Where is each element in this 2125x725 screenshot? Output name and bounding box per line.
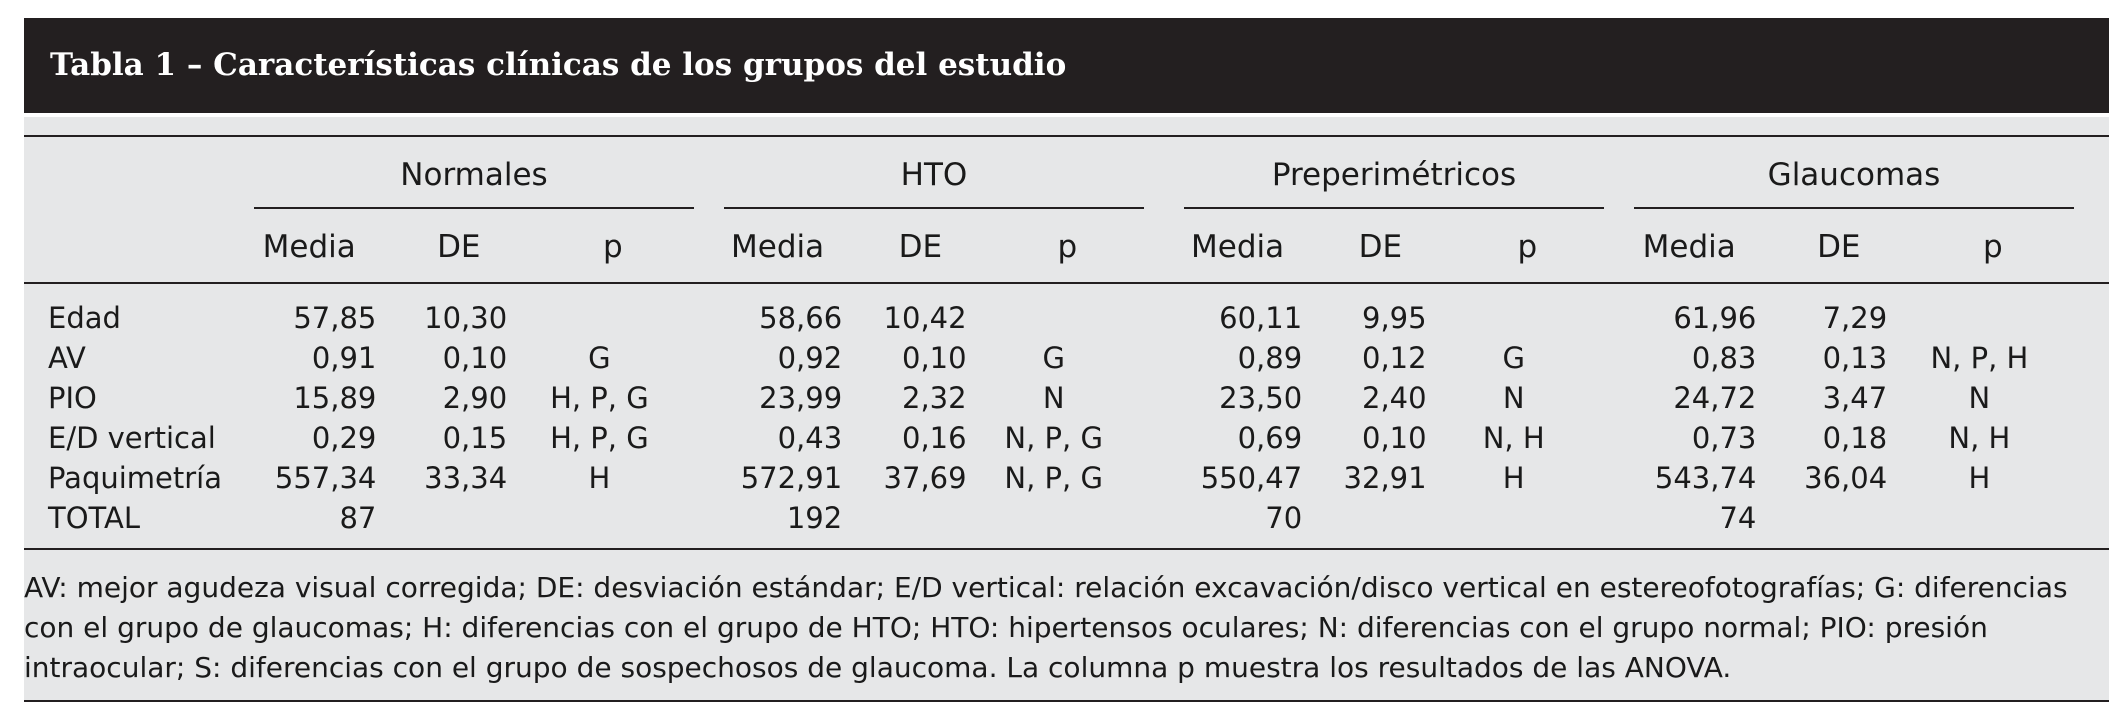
footnote-line: con el grupo de glaucomas; H: diferencias con el grupo de HTO; HTO: hipertensos oculares; N: diferencias con el grupo normal; PIO: presión	[24, 611, 1988, 644]
table-cell: G	[1042, 341, 1065, 375]
table-cell: 87	[339, 501, 377, 535]
table-cell: 0,43	[777, 421, 843, 455]
table-cell: 61,96	[1673, 301, 1757, 335]
subheader-media: Media	[731, 229, 825, 265]
row-label: Paquimetría	[48, 461, 223, 495]
table-cell: 57,85	[293, 301, 377, 335]
subheader-media: Media	[1191, 229, 1285, 265]
group-rule-hto	[724, 207, 1144, 209]
table-cell: 3,47	[1822, 381, 1888, 415]
table-cell: H	[1502, 461, 1525, 495]
subheader-de: DE	[1358, 229, 1403, 265]
table-cell: 0,10	[442, 341, 508, 375]
body-rule	[24, 548, 2109, 550]
table-cell: 58,66	[759, 301, 843, 335]
table-cell: 33,34	[424, 461, 508, 495]
table-cell: 2,90	[442, 381, 508, 415]
table-cell: 0,13	[1822, 341, 1888, 375]
table-cell: 23,99	[759, 381, 843, 415]
table-title-bar	[24, 18, 2109, 113]
table-cell: G	[588, 341, 611, 375]
group-rule-normales	[254, 207, 694, 209]
table-cell: 74	[1719, 501, 1757, 535]
row-label: Edad	[48, 301, 121, 335]
table-cell: 23,50	[1219, 381, 1303, 415]
table-cell: 0,89	[1237, 341, 1303, 375]
row-label: E/D vertical	[48, 421, 216, 455]
subheader-de: DE	[437, 229, 481, 265]
subheader-media: Media	[262, 229, 356, 265]
table-cell: 70	[1265, 501, 1303, 535]
table-cell: 0,91	[311, 341, 377, 375]
subheader-de: DE	[898, 229, 943, 265]
table-cell: 0,12	[1362, 341, 1427, 375]
table-cell: 0,73	[1691, 421, 1757, 455]
subheader-p: p	[1517, 229, 1538, 265]
table-cell: H, P, G	[550, 381, 649, 415]
table-cell: 557,34	[274, 461, 377, 495]
group-rule-preperimetricos	[1184, 207, 1604, 209]
header-rule	[24, 282, 2109, 284]
table-cell: 572,91	[740, 461, 843, 495]
table-cell: 24,72	[1673, 381, 1757, 415]
table-cell: H	[1968, 461, 1991, 495]
table-cell: H	[588, 461, 611, 495]
table-cell: N, P, H	[1930, 341, 2029, 375]
table-cell: 0,18	[1822, 421, 1888, 455]
table-cell: 0,15	[442, 421, 508, 455]
table-cell: 10,30	[424, 301, 508, 335]
table-footnote	[24, 568, 2104, 688]
table-cell: N, H	[1948, 421, 2011, 455]
footnote-line: intraocular; S: diferencias con el grupo de sospechosos de glaucoma. La columna p muestra los resultados de las ANOVA.	[24, 651, 1732, 684]
table-cell: 543,74	[1654, 461, 1757, 495]
table-cell: 9,95	[1362, 301, 1427, 335]
table-cell: 0,92	[777, 341, 843, 375]
footnote-line: AV: mejor agudeza visual corregida; DE: desviación estándar; E/D vertical: relación excavación/disco vertical en estereofotografías; G: diferencias	[24, 571, 2068, 604]
row-label: AV	[48, 341, 86, 375]
group-header-preperimetricos: Preperimétricos	[1271, 157, 1517, 193]
table-cell: N, P, G	[1004, 421, 1103, 455]
bottom-rule	[24, 700, 2109, 702]
subheader-media: Media	[1642, 229, 1736, 265]
row-label: PIO	[48, 381, 97, 415]
group-rule-glaucomas	[1634, 207, 2074, 209]
table-title: Tabla 1 – Características clínicas de los grupos del estudio	[50, 47, 1067, 83]
table-cell: N, H	[1482, 421, 1545, 455]
subheader-p: p	[1982, 229, 2003, 265]
subheader-p: p	[1057, 229, 1078, 265]
table-cell: 15,89	[293, 381, 377, 415]
table-cell: 0,16	[902, 421, 967, 455]
group-header-glaucomas: Glaucomas	[1767, 157, 1941, 193]
table-cell: N	[1502, 381, 1525, 415]
top-rule	[24, 135, 2109, 137]
table-cell: 7,29	[1822, 301, 1888, 335]
table-cell: 0,10	[902, 341, 967, 375]
table-cell: 0,29	[311, 421, 377, 455]
table-cell: 0,83	[1691, 341, 1757, 375]
table-cell: N	[1968, 381, 1991, 415]
table-cell: G	[1502, 341, 1525, 375]
table-cell: 2,32	[902, 381, 967, 415]
table-cell: 0,10	[1362, 421, 1427, 455]
table-cell: 37,69	[883, 461, 967, 495]
table-cell: 60,11	[1219, 301, 1303, 335]
table-cell: 0,69	[1237, 421, 1303, 455]
table-cell: 192	[786, 501, 843, 535]
table-cell: 2,40	[1362, 381, 1427, 415]
table-cell: 550,47	[1200, 461, 1303, 495]
table-cell: H, P, G	[550, 421, 649, 455]
table-cell: N, P, G	[1004, 461, 1103, 495]
table-cell: 36,04	[1804, 461, 1888, 495]
group-header-normales: Normales	[400, 157, 548, 193]
table-cell: 32,91	[1343, 461, 1427, 495]
group-header-hto: HTO	[900, 157, 968, 193]
table-cell: N	[1042, 381, 1065, 415]
subheader-p: p	[602, 229, 623, 265]
row-label: TOTAL	[48, 501, 140, 535]
table-cell: 10,42	[883, 301, 967, 335]
subheader-de: DE	[1817, 229, 1861, 265]
